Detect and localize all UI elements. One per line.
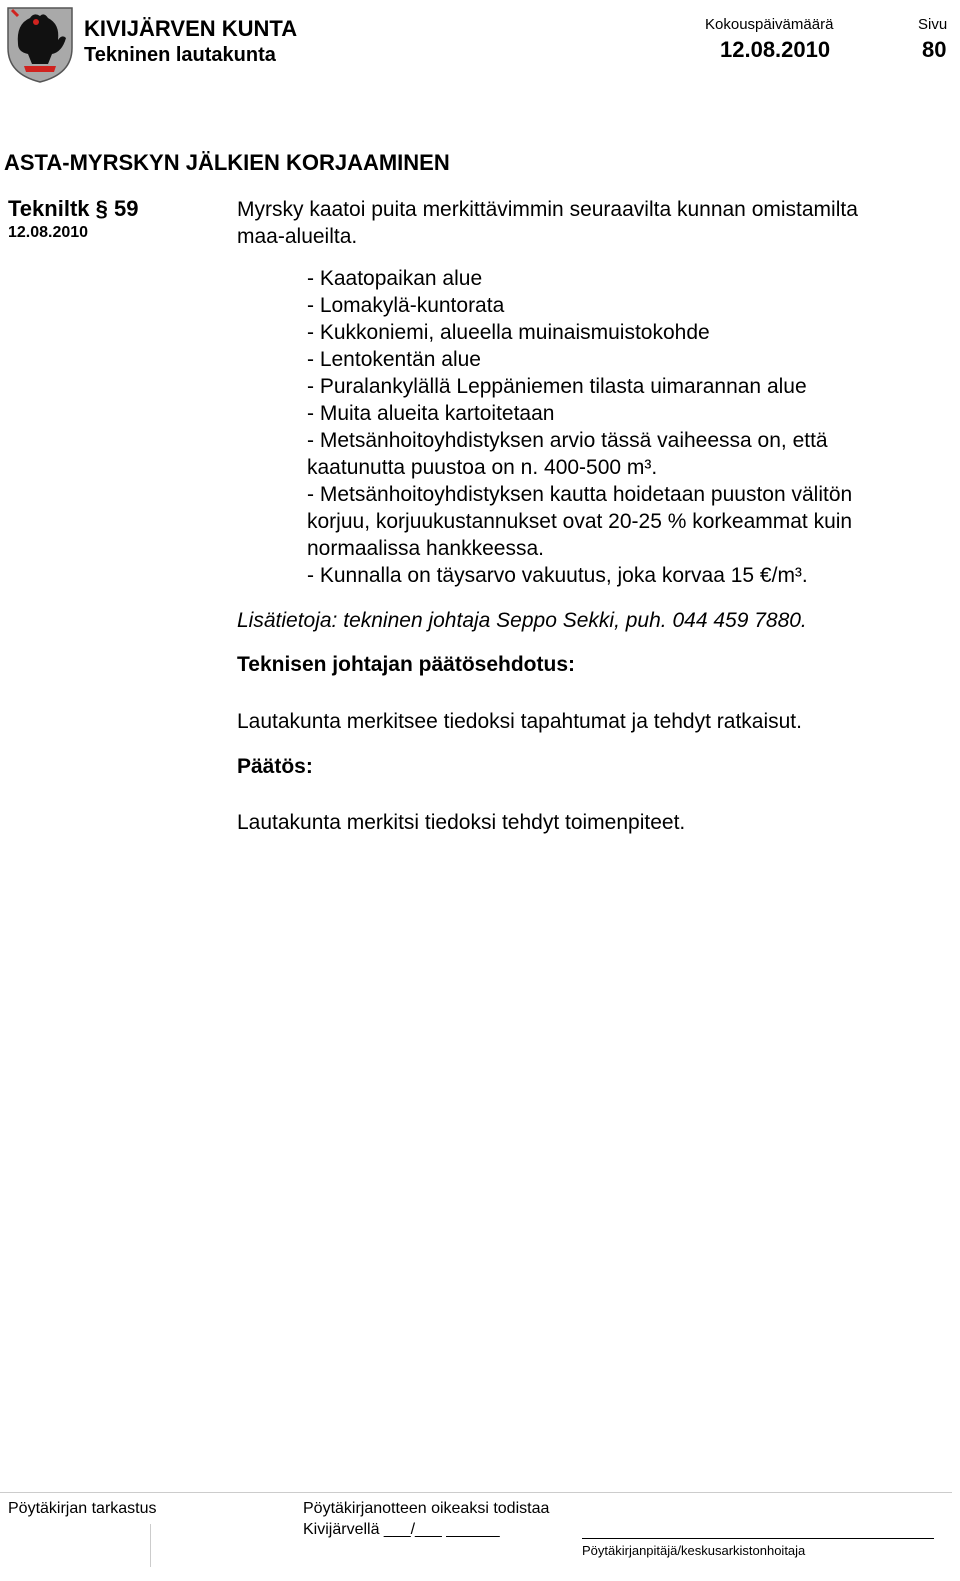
page-number: 80 [922, 37, 947, 62]
list-item: - Lentokentän alue [307, 348, 481, 371]
footer-place-date: Kivijärvellä ___/___ ______ [303, 1521, 500, 1538]
contact-info: Lisätietoja: tekninen johtaja Seppo Sekki, puh. 044 459 7880. [237, 609, 807, 632]
intro-paragraph [237, 196, 858, 250]
footer-divider [150, 1524, 151, 1567]
board-name: Tekninen lautakunta [84, 44, 276, 66]
organization-name: KIVIJÄRVEN KUNTA [84, 16, 298, 41]
decision-text: Lautakunta merkitsi tiedoksi tehdyt toimenpiteet. [237, 811, 686, 834]
list-item: normaalissa hankkeessa. [307, 537, 544, 560]
list-item: - Kaatopaikan alue [307, 267, 483, 290]
proposal-text: Lautakunta merkitsee tiedoksi tapahtumat ja tehdyt ratkaisut. [237, 710, 802, 733]
page-label: Sivu [918, 16, 948, 33]
list-item: - Metsänhoitoyhdistyksen kautta hoidetaan puuston välitön [307, 483, 853, 506]
list-item: - Metsänhoitoyhdistyksen arvio tässä vaiheessa on, että [307, 429, 828, 452]
intro-line: maa-alueilta. [237, 225, 358, 248]
meeting-date: 12.08.2010 [720, 37, 831, 62]
document-title: ASTA-MYRSKYN JÄLKIEN KORJAAMINEN [4, 150, 450, 175]
meeting-date-label: Kokouspäivämäärä [705, 16, 834, 33]
signature-line [582, 1538, 934, 1539]
list-item: - Kunnalla on täysarvo vakuutus, joka korvaa 15 €/m³. [307, 564, 808, 587]
list-item: - Lomakylä-kuntorata [307, 294, 505, 317]
proposal-heading: Teknisen johtajan päätösehdotus: [237, 653, 575, 676]
intro-line: Myrsky kaatoi puita merkittävimmin seuraavilta kunnan omistamilta [237, 198, 858, 221]
decision-heading: Päätös: [237, 755, 313, 778]
list-item: korjuu, korjuukustannukset ovat 20-25 % korkeammat kuin [307, 510, 853, 533]
list-item: - Puralankylällä Leppäniemen tilasta uimarannan alue [307, 375, 807, 398]
list-item: kaatunutta puustoa on n. 400-500 m³. [307, 456, 658, 479]
footer-review-label: Pöytäkirjan tarkastus [8, 1500, 157, 1517]
list-item: - Muita alueita kartoitetaan [307, 402, 555, 425]
affected-areas-list [307, 265, 852, 589]
section-reference: Tekniltk § 59 [8, 196, 139, 221]
list-item: - Kukkoniemi, alueella muinaismuistokohde [307, 321, 710, 344]
footer-signer-title: Pöytäkirjanpitäjä/keskusarkistonhoitaja [582, 1543, 806, 1558]
footer-certified-label: Pöytäkirjanotteen oikeaksi todistaa [303, 1500, 550, 1517]
municipal-crest-logo [4, 4, 76, 84]
section-date: 12.08.2010 [8, 224, 89, 241]
